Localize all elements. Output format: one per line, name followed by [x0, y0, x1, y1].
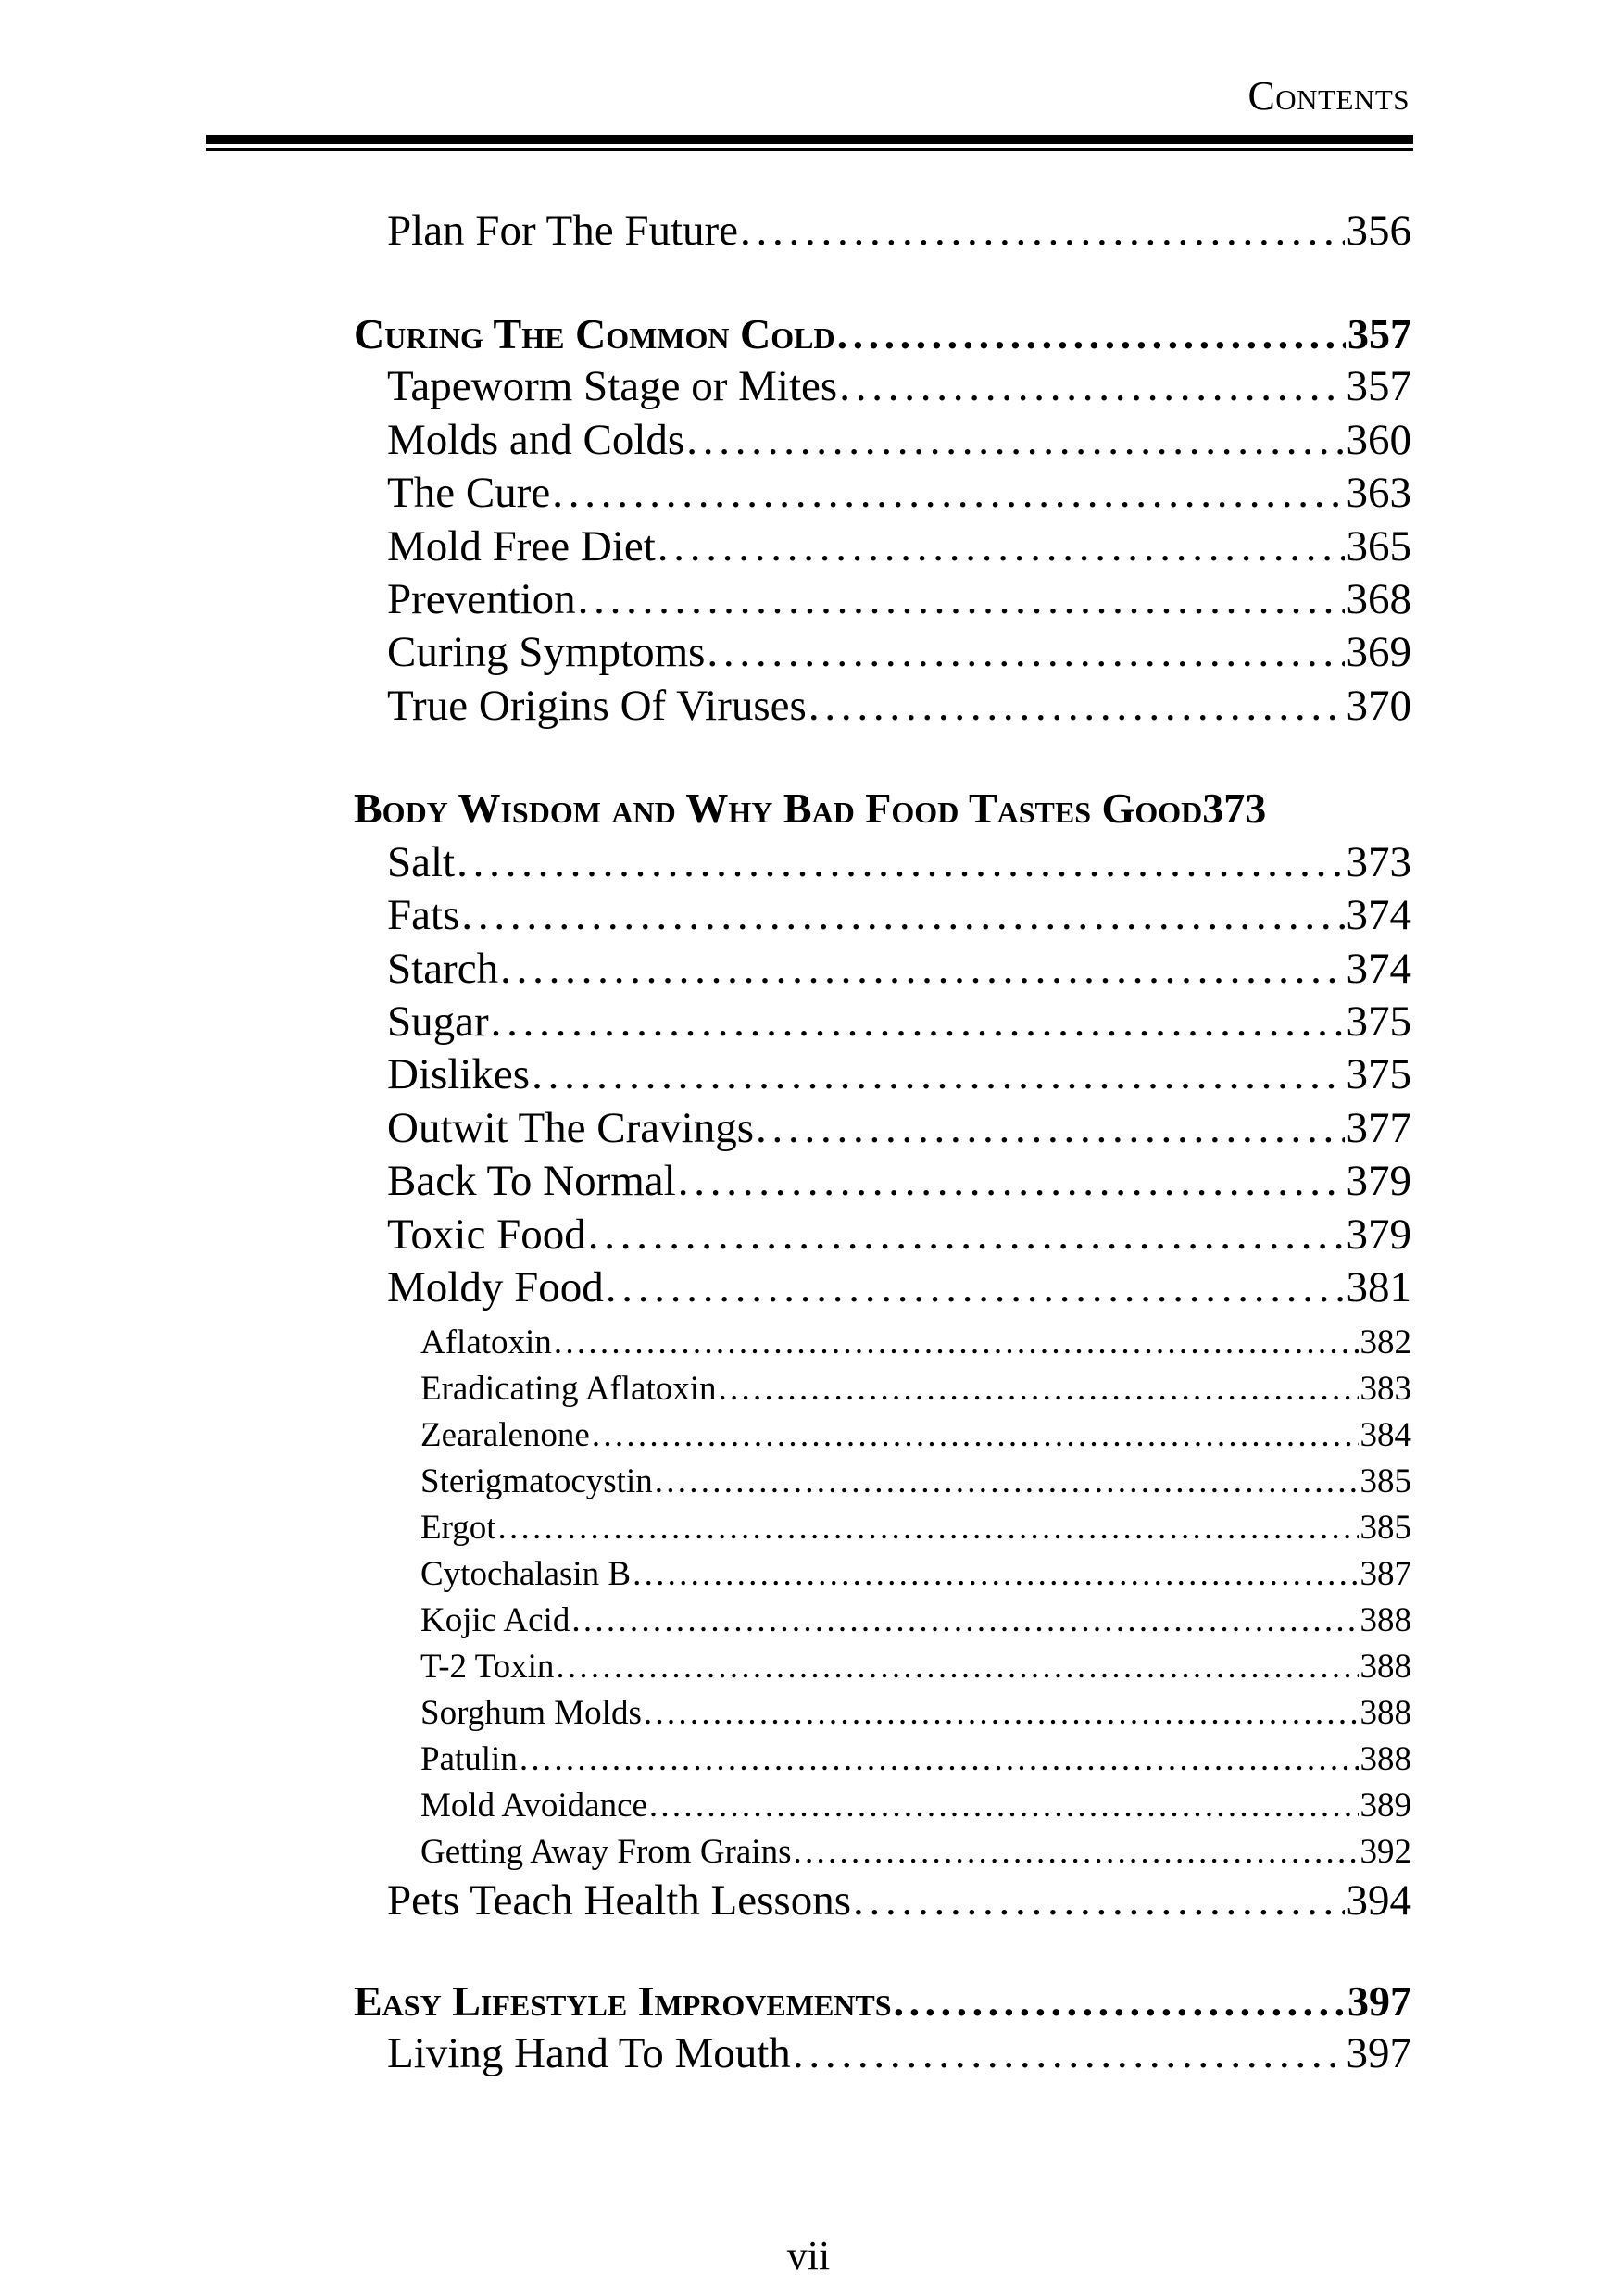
- toc-entry[interactable]: [387, 1103, 1411, 1155]
- dot-leader: [707, 627, 1344, 677]
- toc-entry[interactable]: [387, 627, 1411, 679]
- dot-leader: [578, 574, 1345, 624]
- toc-subentry-page: 388: [1360, 1694, 1411, 1732]
- toc-entry-title: Moldy Food: [387, 1263, 604, 1311]
- toc-entry-page: 365: [1346, 522, 1411, 571]
- toc-entry-page: 377: [1346, 1104, 1411, 1152]
- toc-entry[interactable]: [387, 521, 1411, 573]
- dot-leader: [633, 1554, 1358, 1594]
- toc-chapter[interactable]: [354, 1976, 1411, 2028]
- toc-entry-title: Starch: [387, 945, 499, 993]
- toc-entry-title: Curing Symptoms: [387, 628, 706, 676]
- toc-entry[interactable]: [387, 890, 1411, 942]
- toc-chapter[interactable]: [354, 309, 1411, 361]
- toc-subentry-page: 392: [1360, 1833, 1411, 1871]
- toc-subentry-page: 385: [1360, 1509, 1411, 1547]
- toc-entry-page: 368: [1346, 575, 1411, 623]
- toc-subentry[interactable]: [420, 1739, 1411, 1780]
- toc-subentry[interactable]: [420, 1647, 1411, 1687]
- dot-leader: [793, 2028, 1345, 2078]
- toc-subentry-title: Mold Avoidance: [420, 1787, 647, 1825]
- toc-subentry-title: Kojic Acid: [420, 1601, 570, 1639]
- toc-entry-page: 369: [1346, 628, 1411, 676]
- toc-chapter-title: Easy Lifestyle Improvements: [354, 1977, 892, 2025]
- toc-subentry-title: Ergot: [420, 1509, 496, 1547]
- toc-entry-page: 356: [1346, 207, 1411, 255]
- toc-subentry[interactable]: [420, 1323, 1411, 1363]
- toc-chapter-title: Body Wisdom and Why Bad Food Tastes Good: [354, 784, 1203, 832]
- toc-entry-title: Living Hand To Mouth: [387, 2029, 791, 2077]
- toc-entry-title: Plan For The Future: [387, 207, 739, 255]
- toc-entry[interactable]: [387, 1049, 1411, 1101]
- toc-subentry-title: Zearalenone: [420, 1416, 590, 1454]
- toc-subentry-page: 388: [1360, 1648, 1411, 1686]
- toc-entry[interactable]: [387, 206, 1411, 257]
- toc-entry[interactable]: [387, 1876, 1411, 1927]
- dot-leader: [554, 1323, 1359, 1362]
- toc-entry[interactable]: [387, 997, 1411, 1048]
- dot-leader: [649, 1786, 1359, 1826]
- toc-subentry-page: 387: [1360, 1555, 1411, 1593]
- toc-entry-page: 394: [1346, 1876, 1411, 1925]
- toc-entry-title: Fats: [387, 891, 460, 939]
- dot-leader: [556, 1647, 1358, 1687]
- toc-entry-page: 370: [1346, 682, 1411, 730]
- toc-subentry-title: T-2 Toxin: [420, 1648, 555, 1686]
- dot-leader: [571, 1600, 1358, 1640]
- dot-leader: [457, 837, 1344, 887]
- dot-leader: [552, 468, 1344, 518]
- toc-entry-title: Salt: [387, 838, 456, 886]
- dot-leader: [678, 1156, 1345, 1206]
- toc-entry-title: Back To Normal: [387, 1157, 676, 1205]
- toc-entry-page: 363: [1346, 469, 1411, 517]
- toc-entry-title: Toxic Food: [387, 1211, 586, 1259]
- dot-leader: [655, 1462, 1359, 1501]
- toc-entry-title: The Cure: [387, 469, 551, 517]
- dot-leader: [644, 1693, 1359, 1733]
- toc-entry-title: Molds and Colds: [387, 416, 685, 464]
- toc-subentry-title: Aflatoxin: [420, 1324, 552, 1361]
- toc-chapter[interactable]: [354, 784, 1437, 835]
- toc-subentry-page: 384: [1360, 1416, 1411, 1454]
- toc-subentry-title: Eradicating Aflatoxin: [420, 1370, 717, 1408]
- toc-subentry-page: 389: [1360, 1787, 1411, 1825]
- toc-subentry-title: Patulin: [420, 1740, 518, 1778]
- toc-subentry[interactable]: [420, 1786, 1411, 1826]
- dot-leader: [491, 997, 1345, 1047]
- toc-subentry-page: 385: [1360, 1462, 1411, 1500]
- toc-subentry[interactable]: [420, 1554, 1411, 1595]
- dot-leader: [498, 1508, 1359, 1548]
- toc-subentry-page: 383: [1360, 1370, 1411, 1408]
- toc-subentry[interactable]: [420, 1693, 1411, 1734]
- page-number: vii: [786, 2233, 831, 2278]
- toc-entry-page: 379: [1346, 1211, 1411, 1259]
- toc-entry[interactable]: [387, 468, 1411, 520]
- toc-chapter-title: Curing The Common Cold: [354, 310, 835, 358]
- toc-entry[interactable]: [387, 1156, 1411, 1208]
- toc-entry[interactable]: [387, 361, 1411, 413]
- dot-leader: [606, 1262, 1345, 1312]
- toc-entry[interactable]: [387, 574, 1411, 626]
- toc-entry-page: 375: [1346, 997, 1411, 1046]
- toc-entry-title: True Origins Of Viruses: [387, 682, 807, 730]
- dot-leader: [719, 1369, 1359, 1409]
- toc-entry-title: Prevention: [387, 575, 576, 623]
- toc-entry-page: 360: [1346, 416, 1411, 464]
- dot-leader: [853, 1876, 1345, 1926]
- toc-subentry[interactable]: [420, 1415, 1411, 1456]
- toc-entry-title: Pets Teach Health Lessons: [387, 1876, 851, 1925]
- toc-entry-page: 397: [1346, 2029, 1411, 2077]
- toc-subentry-page: 388: [1360, 1601, 1411, 1639]
- toc-entry-title: Sugar: [387, 997, 489, 1046]
- toc-entry[interactable]: [387, 944, 1411, 996]
- toc-entry-title: Tapeworm Stage or Mites: [387, 362, 838, 410]
- toc-entry-title: Dislikes: [387, 1050, 531, 1098]
- toc-subentry-title: Cytochalasin B: [420, 1555, 632, 1593]
- toc-subentry-page: 382: [1360, 1324, 1411, 1361]
- toc-chapter-page: 357: [1348, 310, 1411, 358]
- toc-subentry[interactable]: [420, 1600, 1411, 1641]
- toc-entry-page: 379: [1346, 1157, 1411, 1205]
- toc-subentry-title: Sorghum Molds: [420, 1694, 642, 1732]
- toc-entry[interactable]: [387, 1262, 1411, 1314]
- dot-leader: [756, 1103, 1345, 1153]
- dot-leader: [592, 1415, 1359, 1455]
- dot-leader: [808, 681, 1345, 731]
- toc-entry[interactable]: [387, 415, 1411, 467]
- toc-entry-page: 373: [1346, 838, 1411, 886]
- dot-leader: [461, 890, 1344, 940]
- toc-entry[interactable]: [387, 681, 1411, 733]
- toc-subentry[interactable]: [420, 1369, 1411, 1410]
- toc-chapter-page: 373: [1202, 784, 1267, 832]
- dot-leader: [837, 309, 1346, 358]
- dot-leader: [520, 1739, 1359, 1779]
- dot-leader: [588, 1210, 1345, 1260]
- toc-subentry-title: Getting Away From Grains: [420, 1833, 792, 1871]
- toc-entry[interactable]: [387, 837, 1411, 889]
- toc-entry-page: 357: [1346, 362, 1411, 410]
- toc-entry[interactable]: [387, 1210, 1411, 1261]
- toc-subentry-title: Sterigmatocystin: [420, 1462, 653, 1500]
- dot-leader: [793, 1832, 1358, 1872]
- dot-leader: [740, 206, 1344, 256]
- toc-subentry[interactable]: [420, 1832, 1411, 1873]
- toc-entry-page: 375: [1346, 1050, 1411, 1098]
- dot-leader: [839, 361, 1344, 411]
- dot-leader: [686, 415, 1344, 465]
- dot-leader: [532, 1049, 1344, 1099]
- toc-entry-page: 381: [1346, 1263, 1411, 1311]
- toc-entry[interactable]: [387, 2028, 1411, 2080]
- toc-entry-title: Mold Free Diet: [387, 522, 656, 571]
- dot-leader: [658, 521, 1345, 571]
- dot-leader: [500, 944, 1344, 994]
- toc-entry-page: 374: [1346, 891, 1411, 939]
- running-head: Contents: [1247, 73, 1410, 119]
- toc-chapter-page: 397: [1348, 1977, 1411, 2025]
- toc-entry-title: Outwit The Cravings: [387, 1104, 754, 1152]
- toc-subentry[interactable]: [420, 1462, 1411, 1502]
- dot-leader: [894, 1976, 1346, 2026]
- toc-subentry-page: 388: [1360, 1740, 1411, 1778]
- toc-subentry[interactable]: [420, 1508, 1411, 1549]
- toc-entry-page: 374: [1346, 945, 1411, 993]
